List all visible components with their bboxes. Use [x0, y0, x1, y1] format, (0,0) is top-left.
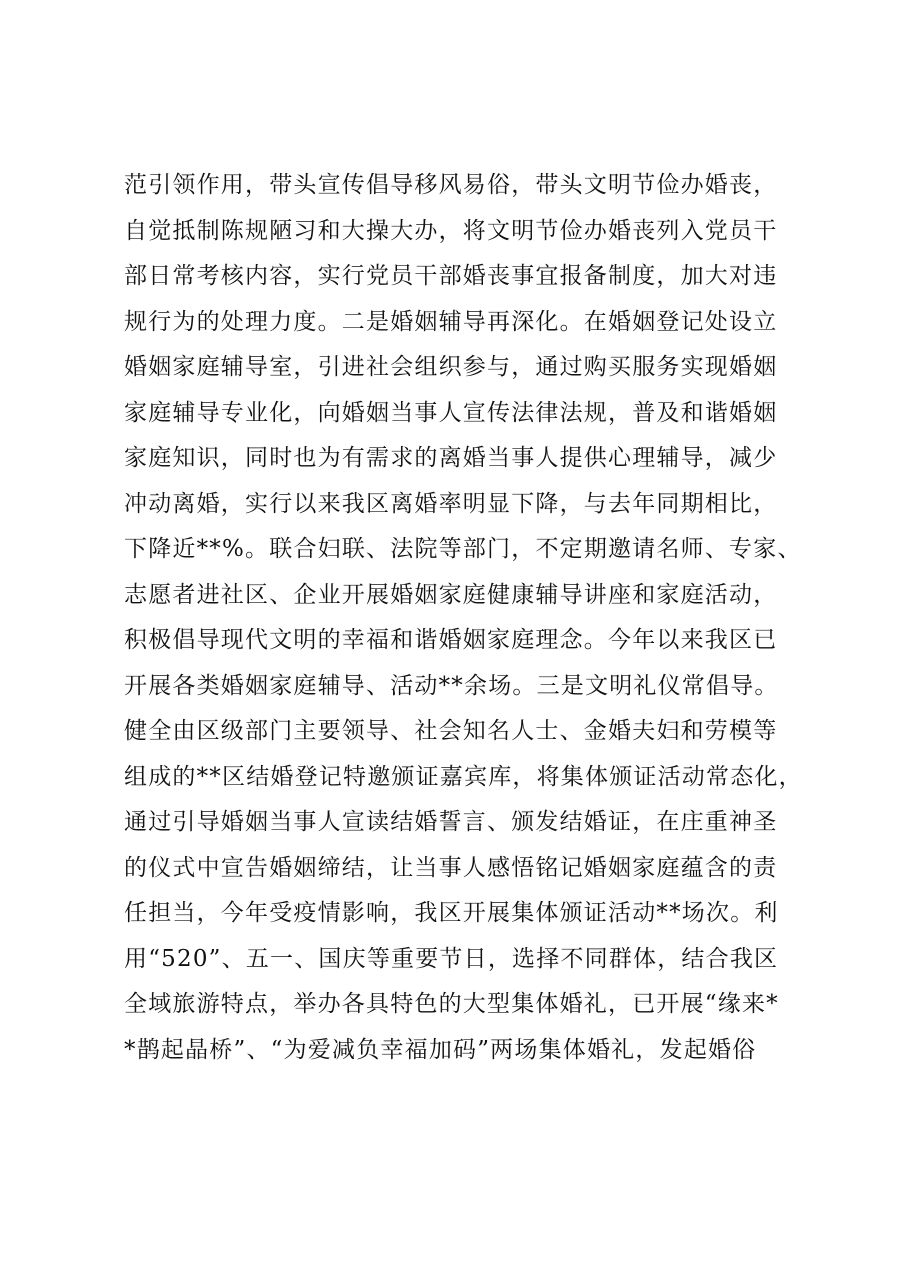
body-text	[124, 163, 804, 1073]
text-line: 部日常考核内容，实行党员干部婚丧事宜报备制度，加大对违	[124, 263, 778, 289]
text-line: 用“520”、五一、国庆等重要节日，选择不同群体，结合我区	[124, 945, 779, 972]
text-line: 任担当，今年受疫情影响，我区开展集体颁证活动**场次。利	[124, 900, 779, 926]
text-line: 下降近**%。联合妇联、法院等部门，不定期邀请名师、专家、	[124, 536, 802, 562]
text-line: *鹊起晶桥”、“为爱减负幸福加码”两场集体婚礼，发起婚俗	[124, 1036, 757, 1063]
text-line: 健全由区级部门主要领导、社会知名人士、金婚夫妇和劳模等	[124, 718, 778, 744]
text-line: 冲动离婚，实行以来我区离婚率明显下降，与去年同期相比，	[124, 490, 778, 517]
text-line: 范引领作用，带头宣传倡导移风易俗，带头文明节俭办婚丧，	[124, 172, 778, 198]
text-line: 婚姻家庭辅导室，引进社会组织参与，通过购买服务实现婚姻	[124, 354, 778, 380]
text-line: 开展各类婚姻家庭辅导、活动**余场。三是文明礼仪常倡导。	[124, 672, 779, 699]
text-line: 积极倡导现代文明的幸福和谐婚姻家庭理念。今年以来我区已	[124, 627, 778, 653]
text-line: 组成的**区结婚登记特邀颁证嘉宾库，将集体颁证活动常态化，	[124, 763, 803, 790]
text-line: 志愿者进社区、企业开展婚姻家庭健康辅导讲座和家庭活动，	[124, 581, 778, 608]
text-line: 全域旅游特点，举办各具特色的大型集体婚礼，已开展“缘来*	[124, 991, 779, 1017]
text-line: 规行为的处理力度。二是婚姻辅导再深化。在婚姻登记处设立	[124, 308, 778, 335]
text-line: 自觉抵制陈规陋习和大操大办，将文明节俭办婚丧列入党员干	[124, 217, 778, 244]
text-line: 家庭知识，同时也为有需求的离婚当事人提供心理辅导，减少	[124, 445, 778, 471]
text-line: 的仪式中宣告婚姻缔结，让当事人感悟铭记婚姻家庭蕴含的责	[124, 854, 778, 881]
text-line: 通过引导婚姻当事人宣读结婚誓言、颁发结婚证，在庄重神圣	[124, 809, 778, 835]
text-line: 家庭辅导专业化，向婚姻当事人宣传法律法规，普及和谐婚姻	[124, 399, 778, 426]
